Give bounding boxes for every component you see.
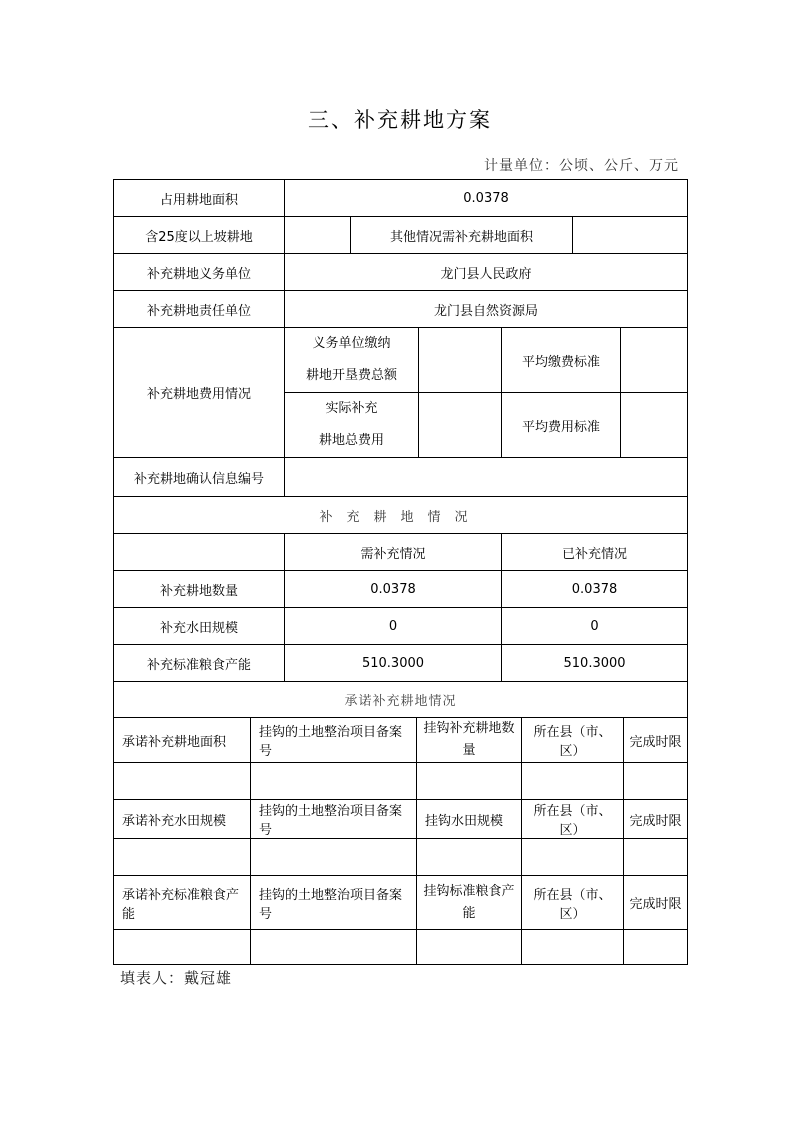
group1-col3: 挂钩补充耕地数量 bbox=[417, 718, 522, 763]
done-header: 已补充情况 bbox=[502, 534, 688, 571]
row-done: 0 bbox=[502, 608, 688, 645]
row-done: 510.3000 bbox=[502, 645, 688, 682]
promise-table bbox=[113, 681, 688, 965]
slope-label: 含25度以上坡耕地 bbox=[114, 217, 285, 254]
empty-cell bbox=[624, 763, 688, 800]
row-need: 510.3000 bbox=[285, 645, 502, 682]
responsible-label: 补充耕地责任单位 bbox=[114, 291, 285, 328]
empty-cell bbox=[251, 930, 417, 965]
group1-col2: 挂钩的土地整治项目备案号 bbox=[251, 718, 417, 763]
group2-col1: 承诺补充水田规模 bbox=[114, 800, 251, 839]
cost-label: 补充耕地费用情况 bbox=[114, 328, 285, 458]
empty-cell bbox=[114, 839, 251, 876]
filler-name: 填表人：戴冠雄 bbox=[120, 969, 233, 987]
other-area-label: 其他情况需补充耕地面积 bbox=[351, 217, 573, 254]
responsible-value: 龙门县自然资源局 bbox=[285, 291, 688, 328]
group3-col1: 承诺补充标准粮食产能 bbox=[114, 876, 251, 930]
row-need: 0.0378 bbox=[285, 571, 502, 608]
empty-cell bbox=[522, 839, 624, 876]
cost-paid-label-line2: 耕地开垦费总额 bbox=[305, 368, 397, 383]
group3-col2: 挂钩的土地整治项目备案号 bbox=[251, 876, 417, 930]
empty-cell bbox=[522, 930, 624, 965]
group3-col5: 完成时限 bbox=[624, 876, 688, 930]
promise-section-label: 承诺补充耕地情况 bbox=[114, 682, 688, 718]
occupied-area-value: 0.0378 bbox=[285, 180, 688, 217]
confirm-label: 补充耕地确认信息编号 bbox=[114, 458, 285, 497]
row-done: 0.0378 bbox=[502, 571, 688, 608]
cost-paid-label-line1: 义务单位缴纳 bbox=[312, 336, 391, 351]
group3-col3: 挂钩标准粮食产能 bbox=[417, 876, 522, 930]
page-title: 三、补充耕地方案 bbox=[308, 108, 492, 132]
row-label: 补充水田规模 bbox=[114, 608, 285, 645]
actual-cost-label-line2: 耕地总费用 bbox=[318, 433, 384, 448]
group2-col3: 挂钩水田规模 bbox=[417, 800, 522, 839]
cost-paid-value bbox=[419, 328, 502, 393]
group2-col4: 所在县（市、区） bbox=[522, 800, 624, 839]
group2-col2: 挂钩的土地整治项目备案号 bbox=[251, 800, 417, 839]
other-area-value bbox=[573, 217, 688, 254]
row-label: 补充耕地数量 bbox=[114, 571, 285, 608]
cost-paid-label bbox=[285, 328, 419, 393]
avg-paid-value bbox=[621, 328, 688, 393]
empty-cell bbox=[417, 763, 522, 800]
empty-cell bbox=[114, 930, 251, 965]
row-label: 补充标准粮食产能 bbox=[114, 645, 285, 682]
obligor-value: 龙门县人民政府 bbox=[285, 254, 688, 291]
header-empty bbox=[114, 534, 285, 571]
empty-cell bbox=[522, 763, 624, 800]
group1-col1: 承诺补充耕地面积 bbox=[114, 718, 251, 763]
row-need: 0 bbox=[285, 608, 502, 645]
empty-cell bbox=[417, 839, 522, 876]
empty-cell bbox=[114, 763, 251, 800]
empty-cell bbox=[624, 839, 688, 876]
need-header: 需补充情况 bbox=[285, 534, 502, 571]
group2-col5: 完成时限 bbox=[624, 800, 688, 839]
group1-col5: 完成时限 bbox=[624, 718, 688, 763]
group1-col4: 所在县（市、区） bbox=[522, 718, 624, 763]
actual-cost-label bbox=[285, 393, 419, 458]
empty-cell bbox=[624, 930, 688, 965]
obligor-label: 补充耕地义务单位 bbox=[114, 254, 285, 291]
avg-cost-value bbox=[621, 393, 688, 458]
group3-col4: 所在县（市、区） bbox=[522, 876, 624, 930]
occupied-area-label: 占用耕地面积 bbox=[114, 180, 285, 217]
unit-note: 计量单位：公顷、公斤、万元 bbox=[484, 158, 679, 174]
section-label: 补充耕地情况 bbox=[114, 497, 688, 534]
empty-cell bbox=[251, 763, 417, 800]
empty-cell bbox=[417, 930, 522, 965]
avg-cost-label: 平均费用标准 bbox=[502, 393, 621, 458]
actual-cost-value bbox=[419, 393, 502, 458]
actual-cost-label-line1: 实际补充 bbox=[325, 401, 378, 416]
confirm-value bbox=[285, 458, 688, 497]
empty-cell bbox=[251, 839, 417, 876]
slope-value bbox=[285, 217, 351, 254]
plan-table bbox=[113, 179, 688, 682]
avg-paid-label: 平均缴费标准 bbox=[502, 328, 621, 393]
